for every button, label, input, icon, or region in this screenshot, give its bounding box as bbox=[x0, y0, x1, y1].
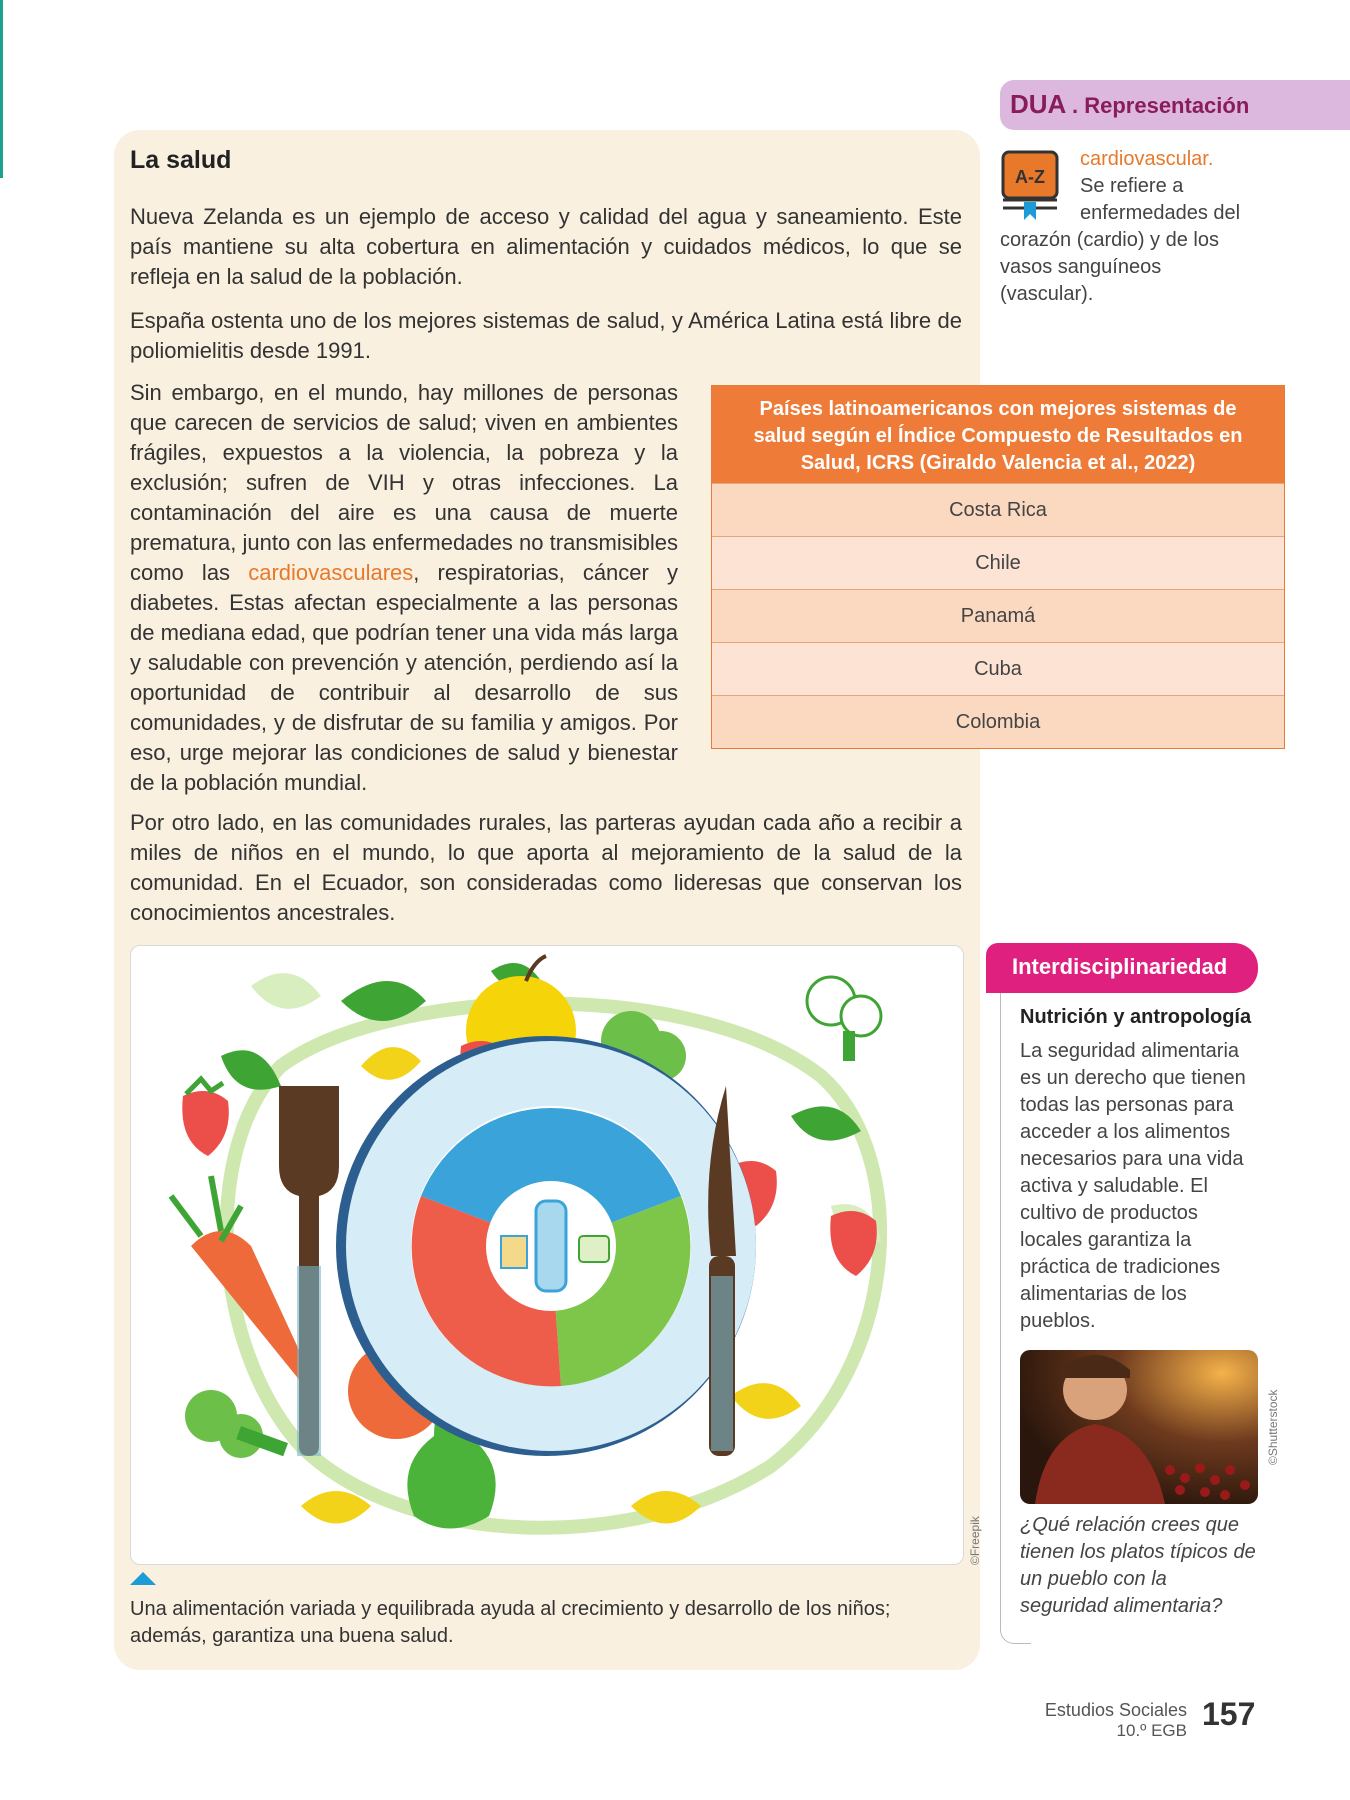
dua-line: corazón (cardio) y de los bbox=[1000, 229, 1219, 251]
glossary-term-link[interactable]: cardiovasculares bbox=[248, 560, 414, 585]
farmer-photo bbox=[1020, 1350, 1258, 1504]
paragraph-3 bbox=[130, 378, 678, 798]
plate-icon bbox=[336, 1036, 756, 1456]
table-row: Costa Rica bbox=[712, 483, 1284, 536]
dua-header bbox=[1000, 80, 1350, 130]
table-row: Panamá bbox=[712, 589, 1284, 642]
dua-line: enfermedades del bbox=[1080, 202, 1241, 224]
interdisciplinary-question: ¿Qué relación crees que tienen los platos típicos de un pueblo con la seguridad alimentaria? bbox=[1020, 1514, 1256, 1617]
interdisciplinary-heading: Nutrición y antropología bbox=[1020, 1006, 1252, 1028]
dua-subtitle: . Representación bbox=[1072, 93, 1250, 118]
dua-definition bbox=[1000, 146, 1270, 308]
paragraph-4: Por otro lado, en las comunidades rurales, las parteras ayudan cada año a recibir a miles de niños en el mundo, lo que aporta al mejoramiento de la salud de la comunidad. En el Ecuador, son consideradas como lideresas que conservan los conocimientos ancestrales. bbox=[130, 810, 962, 925]
caption-triangle-icon bbox=[130, 1572, 156, 1585]
illustration-credit: ©Freepik bbox=[968, 1516, 982, 1565]
cauliflower-icon bbox=[807, 977, 881, 1061]
table-row: Chile bbox=[712, 536, 1284, 589]
glossary-icon-label: A-Z bbox=[1015, 167, 1045, 187]
dua-line: (vascular). bbox=[1000, 283, 1094, 305]
table-row: Colombia bbox=[712, 695, 1284, 748]
paragraph-2: España ostenta uno de los mejores sistemas de salud, y América Latina está libre de poliomielitis desde 1991. bbox=[130, 308, 962, 363]
strawberry-icon bbox=[182, 1079, 229, 1156]
glass-icon bbox=[501, 1236, 527, 1268]
cup-icon bbox=[579, 1236, 609, 1262]
dua-line: vasos sanguíneos bbox=[1000, 256, 1162, 278]
strawberry-icon bbox=[830, 1211, 877, 1276]
table-header: Países latinoamericanos con mejores sistemas de salud según el Índice Compuesto de Resultados en Salud, ICRS (Giraldo Valencia et al., 2022) bbox=[712, 386, 1284, 483]
section-title: La salud bbox=[130, 146, 232, 174]
footer-subject: Estudios Sociales bbox=[1044, 1700, 1187, 1720]
photo-credit: ©Shutterstock bbox=[1266, 1389, 1280, 1465]
paragraph-1: Nueva Zelanda es un ejemplo de acceso y calidad del agua y saneamiento. Este país mantiene su alta cobertura en alimentación y cuidados médicos, lo que se refleja en la salud de la población. bbox=[130, 204, 962, 289]
dua-term: cardiovascular. bbox=[1080, 148, 1214, 170]
paragraph-3-part-1: Sin embargo, en el mundo, hay millones de personas que carecen de servicios de salud; viven en ambientes frágiles, expuestos a la violencia, la pobreza y la exclusión; sufren de VIH y otras infecciones. La contaminación del aire es una causa de muerte prematura, junto con las enfermedades no transmisibles como las bbox=[130, 380, 678, 585]
fork-icon bbox=[279, 1086, 339, 1456]
page-number: 157 bbox=[1202, 1696, 1256, 1732]
dua-title: DUA bbox=[1010, 89, 1067, 119]
healthy-plate-illustration bbox=[130, 945, 964, 1565]
table-row: Cuba bbox=[712, 642, 1284, 695]
footer-grade: 10.º EGB bbox=[1116, 1721, 1187, 1740]
illustration-caption: Una alimentación variada y equilibrada ayuda al crecimiento y desarrollo de los niños; además, garantiza una buena salud. bbox=[130, 1598, 891, 1647]
health-systems-table bbox=[711, 385, 1285, 749]
interdisciplinary-text: La seguridad alimentaria es un derecho que tienen todas las personas para acceder a los alimentos necesarios para una vida activa y saludable. El cultivo de productos locales garantiza la práctica de tradiciones alimentarias de los pueblos. bbox=[1020, 1040, 1246, 1332]
water-bottle-icon bbox=[536, 1201, 566, 1291]
page-edge-rule bbox=[0, 0, 3, 178]
dua-line: Se refiere a bbox=[1080, 175, 1184, 197]
paragraph-3-part-2: , respiratorias, cáncer y diabetes. Estas afectan especialmente a las personas de mediana edad, que podrían tener una vida más larga y saludable con prevención y atención, perdiendo así la oportunidad de contribuir al desarrollo de sus comunidades, y de disfrutar de su familia y amigos. Por eso, urge mejorar las condiciones de salud y bienestar de la población mundial. bbox=[130, 560, 678, 795]
food-plate-image bbox=[131, 946, 963, 1564]
interdisciplinary-tab-label: Interdisciplinariedad bbox=[1012, 954, 1228, 979]
